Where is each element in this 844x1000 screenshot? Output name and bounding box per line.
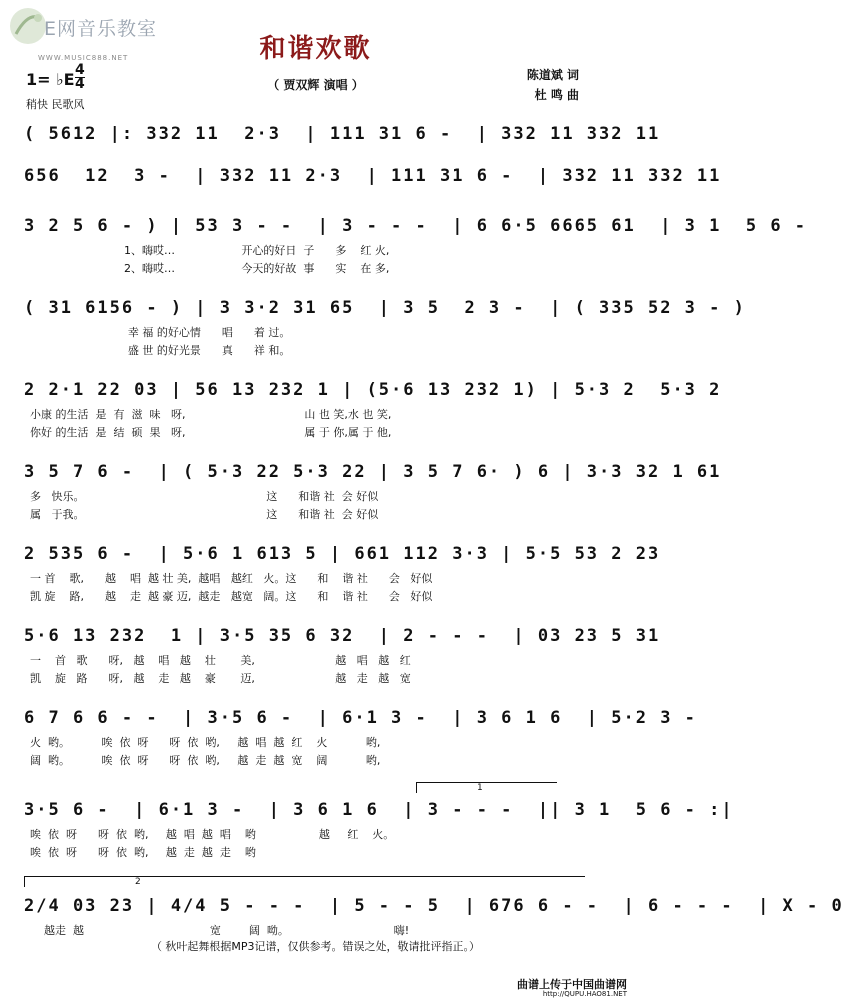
lyric-verse-1: 一 首 歌 呀, 越 唱 越 壮 美, 越 唱 越 红 xyxy=(30,654,411,667)
lyricist: 陈道斌 词 xyxy=(526,68,579,82)
lyric-verse-2: 2、嗨哎… 今天的好故 事 实 在 多, xyxy=(124,262,390,275)
lyric-verse-2: 阔 哟。 唉 依 呀 呀 依 哟, 越 走 越 宽 阔 哟, xyxy=(30,754,381,767)
tempo-marking: 稍快 民歌风 xyxy=(26,98,85,111)
upload-url[interactable]: http://QUPU.HAO81.NET xyxy=(542,990,627,998)
volta-2: 2 xyxy=(24,876,585,887)
lyric-verse-2: 属 于我。 这 和谐 社 会 好似 xyxy=(30,508,379,521)
logo-text: E网音乐教室 xyxy=(44,18,158,40)
lyric-verse-2: 凯 旋 路 呀, 越 走 越 豪 迈, 越 走 越 宽 xyxy=(30,672,411,685)
lyric-verse-1: 小康 的生活 是 有 滋 味 呀, 山 也 笑,水 也 笑, xyxy=(30,408,392,421)
singer: （ 贾双辉 演唱 ） xyxy=(267,78,364,92)
lyric-verse-1: 火 哟。 唉 依 呀 呀 依 哟, 越 唱 越 红 火 哟, xyxy=(30,736,381,749)
time-signature xyxy=(75,64,85,91)
key-signature: 1= ♭E xyxy=(26,70,75,89)
lyric-verse-1: 唉 依 呀 呀 依 哟, 越 唱 越 唱 哟 越 红 火。 xyxy=(30,828,395,841)
notation: ( 31 6156 - ) | 3 3·2 31 65 | 3 5 2 3 - | ( 335 52 3 - ) xyxy=(24,298,746,318)
lyric-verse-1: 越走 越 宽 阔 呦。 嗨! xyxy=(30,924,410,937)
notation: 3 2 5 6 - ) | 53 3 - - | 3 - - - | 6 6·5 6665 61 | 3 1 5 6 - xyxy=(24,216,808,236)
logo-url: WWW.MUSIC888.NET xyxy=(38,54,129,62)
song-title: 和谐欢歌 xyxy=(259,34,372,64)
notation: 2 2·1 22 03 | 56 13 232 1 | (5·6 13 232 1) | 5·3 2 5·3 2 xyxy=(24,380,722,400)
notation: 3·5 6 - | 6·1 3 - | 3 6 1 6 | 3 - - - || 3 1 5 6 - :| xyxy=(24,800,734,820)
lyric-verse-2: 你好 的生活 是 结 硕 果 呀, 属 于 你,属 于 他, xyxy=(30,426,392,439)
lyric-verse-1: 1、嗨哎… 开心的好日 子 多 红 火, xyxy=(124,244,390,257)
lyric-verse-2: 盛 世 的好光景 真 祥 和。 xyxy=(44,344,291,357)
notation: 656 12 3 - | 332 11 2·3 | 111 31 6 - | 332 11 332 11 xyxy=(24,166,722,186)
notation: 2/4 03 23 | 4/4 5 - - - | 5 - - 5 | 676 6 - - | 6 - - - | X - 0 xyxy=(24,896,844,916)
notation: 2 535 6 - | 5·6 1 613 5 | 661 112 3·3 | 5·5 53 2 23 xyxy=(24,544,661,564)
footnote: （ 秋叶起舞根据MP3记谱，仅供参考。错误之处，敬请批评指正。） xyxy=(150,940,481,953)
lyric-verse-2: 唉 依 呀 呀 依 哟, 越 走 越 走 哟 xyxy=(30,846,256,859)
upload-text: 曲谱上传于中国曲谱网 xyxy=(517,978,627,991)
notation: 5·6 13 232 1 | 3·5 35 6 32 | 2 - - - | 03 23 5 31 xyxy=(24,626,661,646)
notation: 3 5 7 6 - | ( 5·3 22 5·3 22 | 3 5 7 6· ) 6 | 3·3 32 1 61 xyxy=(24,462,722,482)
lyric-verse-1: 一 首 歌, 越 唱 越 壮 美, 越唱 越红 火。这 和 谐 社 会 好似 xyxy=(30,572,433,585)
volta-1: 1 xyxy=(416,782,557,793)
lyric-verse-2: 凯 旋 路, 越 走 越 豪 迈, 越走 越宽 阔。这 和 谐 社 会 好似 xyxy=(30,590,433,603)
meter-top: 4 xyxy=(75,62,85,78)
composer: 杜 鸣 曲 xyxy=(534,88,579,102)
notation: 6 7 6 6 - - | 3·5 6 - | 6·1 3 - | 3 6 1 6 | 5·2 3 - xyxy=(24,708,697,728)
notation: ( 5612 |: 332 11 2·3 | 111 31 6 - | 332 11 332 11 xyxy=(24,124,661,144)
lyric-verse-1: 幸 福 的好心情 唱 着 过。 xyxy=(44,326,291,339)
lyric-verse-1: 多 快乐。 这 和谐 社 会 好似 xyxy=(30,490,379,503)
meter-bottom: 4 xyxy=(75,76,85,92)
